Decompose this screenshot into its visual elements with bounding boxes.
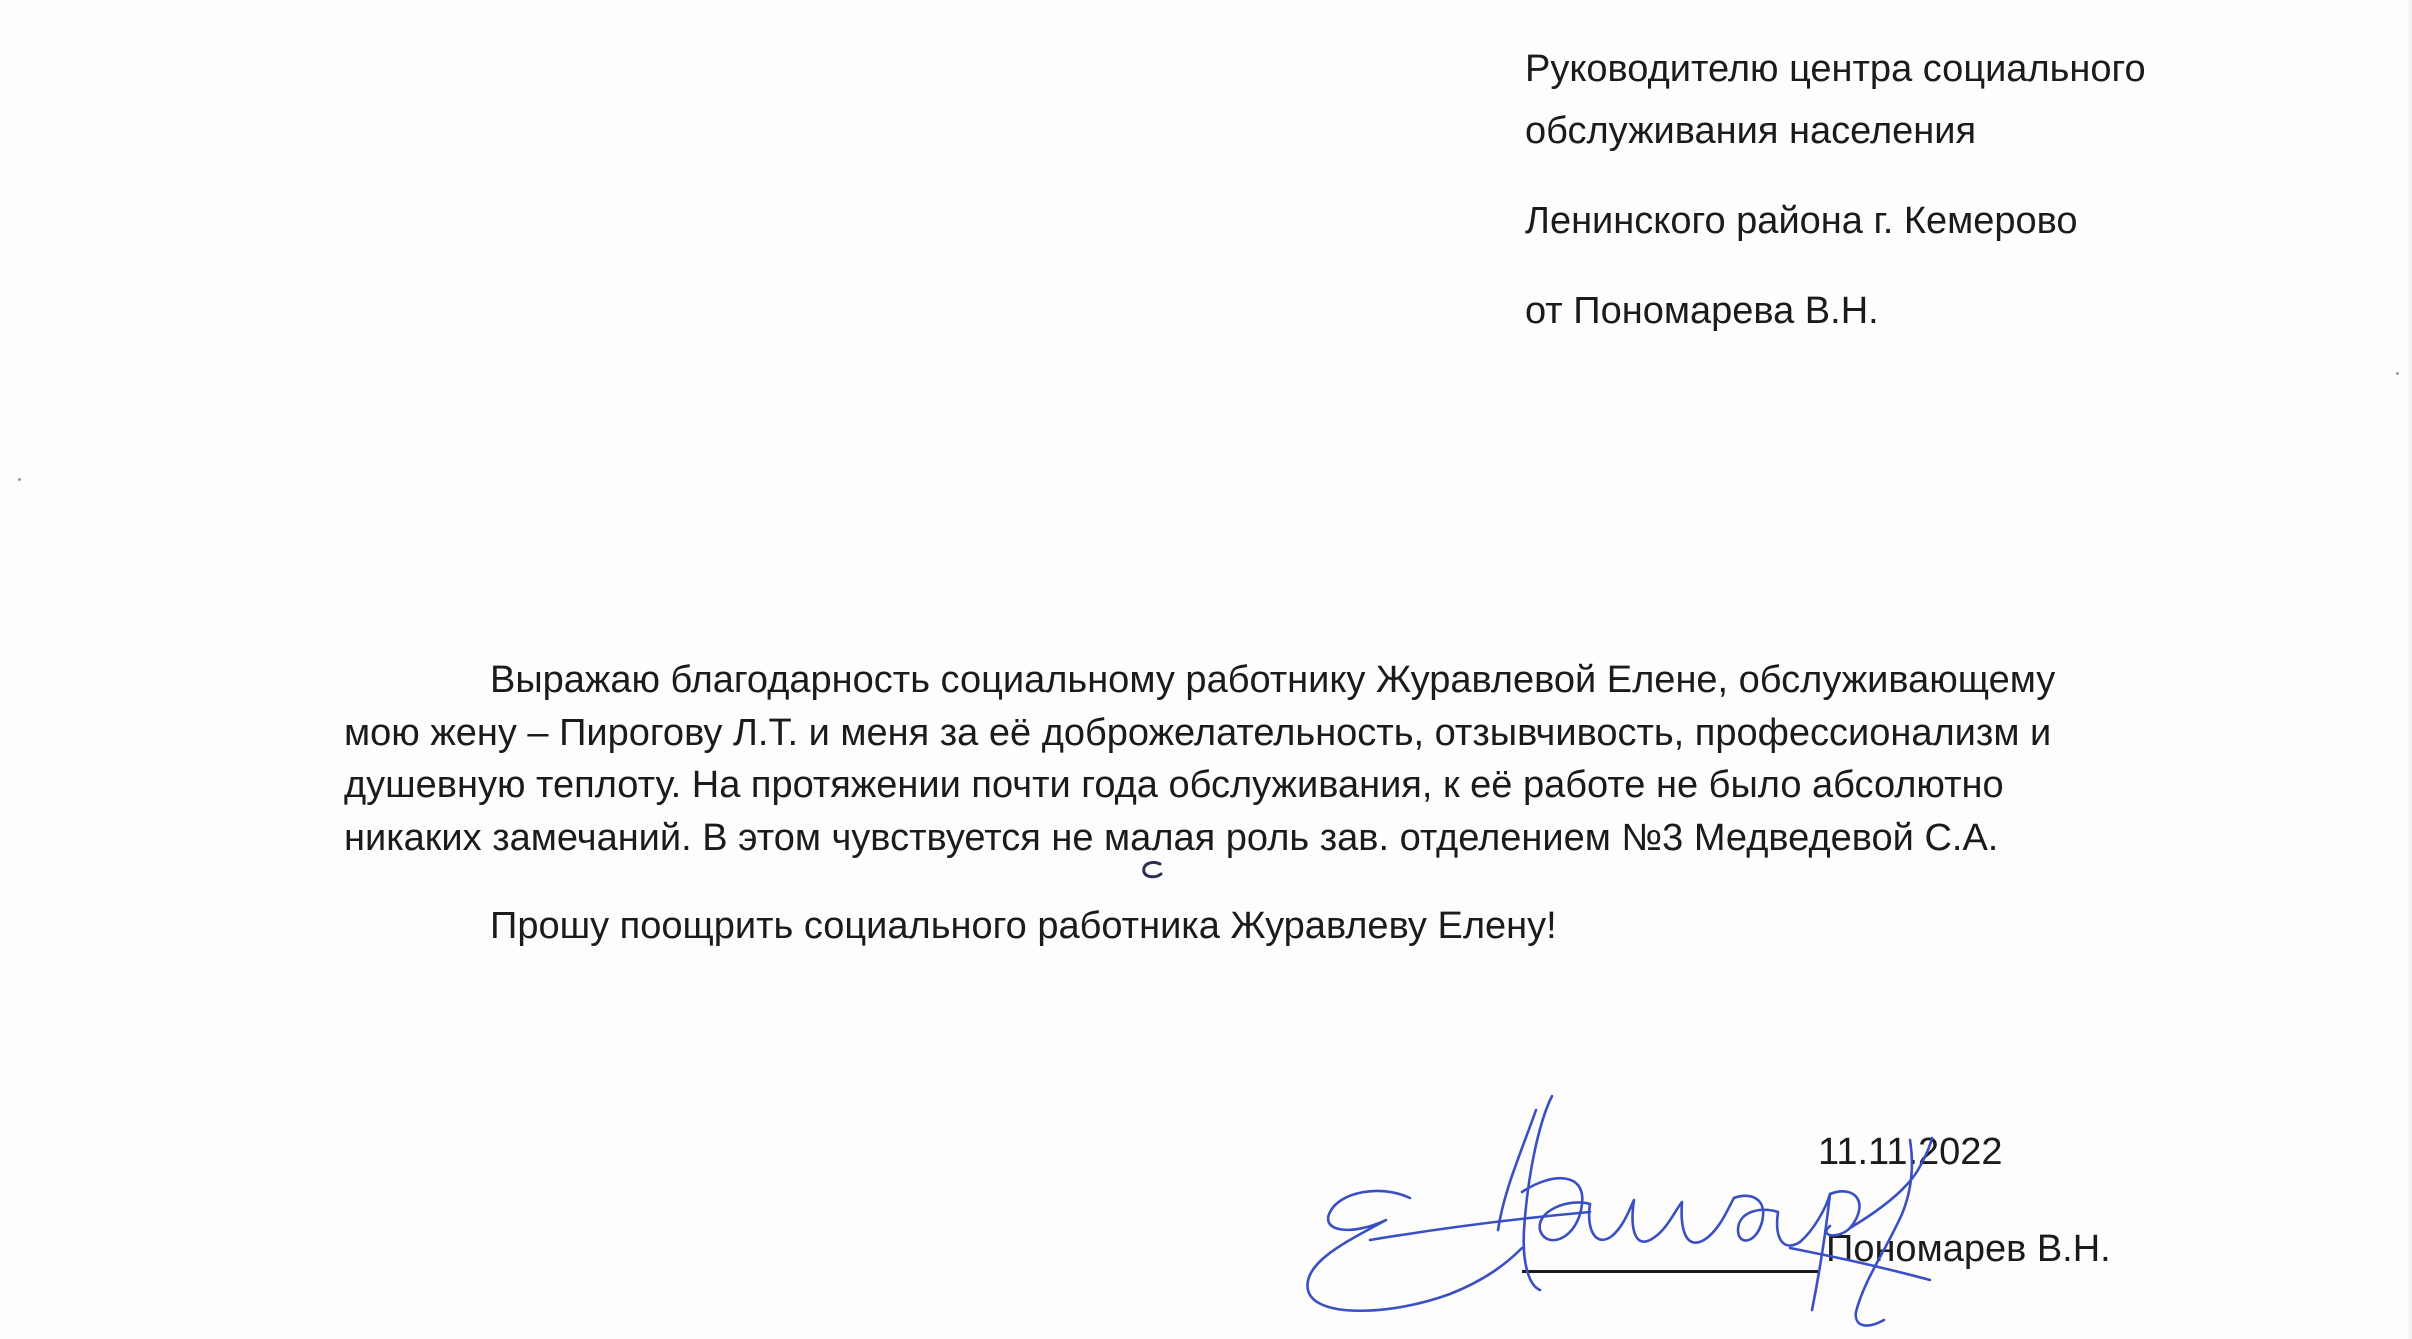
request-paragraph: Прошу поощрить социального работника Журавлеву Елену! (490, 905, 1557, 947)
paragraph-line: мою жену – Пирогову Л.Т. и меня за её доброжелательность, отзывчивость, профессионализм и (344, 711, 2052, 754)
addressee-block (1525, 38, 2385, 342)
paragraph-line: никаких замечаний. В этом чувствуется не малая роль зав. отделением №3 Медведевой С.А. (344, 816, 1999, 859)
signer-name: Пономарев В.Н. (1826, 1228, 2111, 1270)
pen-correction-mark (1138, 858, 1164, 880)
letter-date: 11.11.2022 (1818, 1131, 2003, 1173)
scan-speck (2396, 372, 2399, 375)
sender-line: от Пономарева В.Н. (1525, 290, 1879, 332)
scan-edge (2406, 0, 2412, 1339)
addressee-district: Ленинского района г. Кемерово (1525, 200, 2078, 242)
letter-body (344, 654, 2234, 953)
paragraph-line: душевную теплоту. На протяжении почти года обслуживания, к её работе не было абсолютно (344, 764, 2004, 806)
gratitude-paragraph (344, 654, 2234, 864)
scan-speck (18, 478, 21, 481)
addressee-line: Руководителю центра социального (1525, 48, 2146, 90)
paragraph-line: Выражаю благодарность социальному работнику Журавлевой Елене, обслуживающему (490, 659, 2056, 701)
addressee-line: обслуживания населения (1525, 110, 1977, 152)
handwritten-signature (1290, 1080, 2050, 1339)
